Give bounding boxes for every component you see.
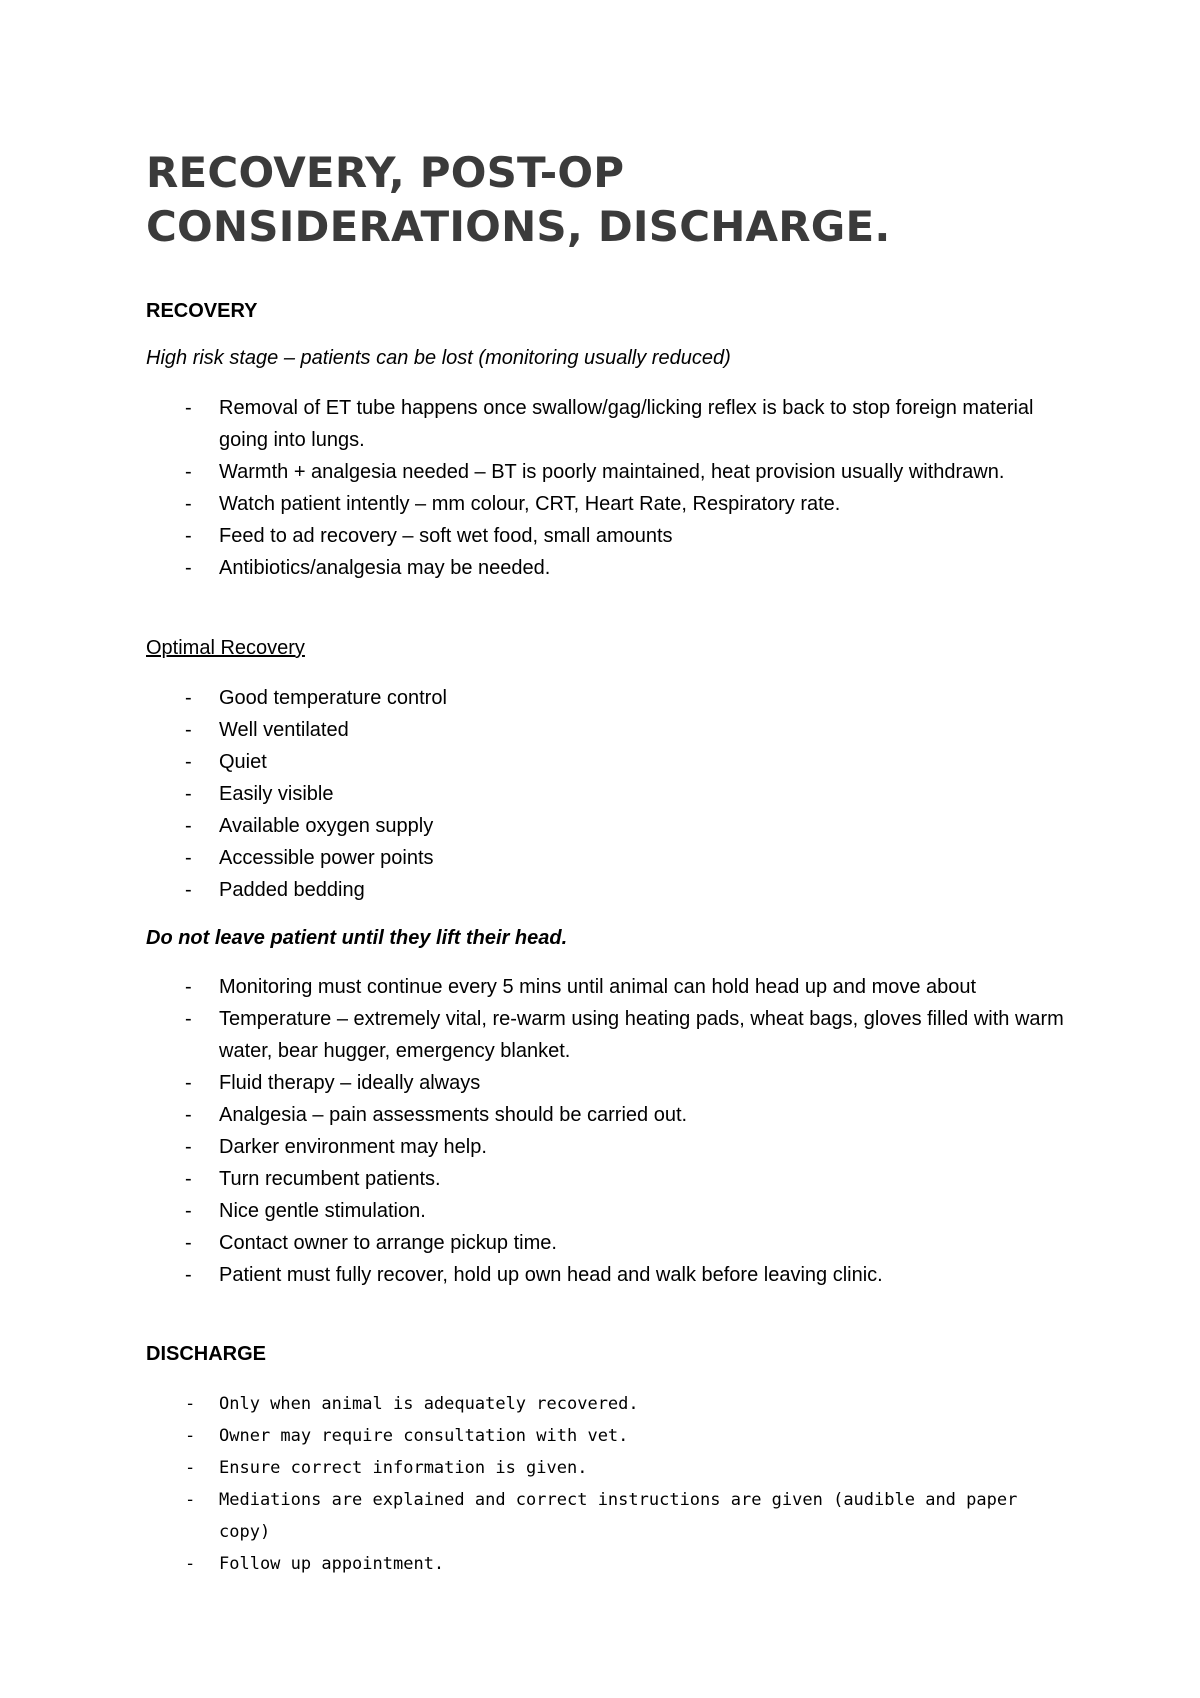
list-item: - Darker environment may help.: [146, 1131, 1076, 1163]
list-item: - Quiet: [146, 746, 1076, 778]
list-item: - Patient must fully recover, hold up own head and walk before leaving clinic.: [146, 1259, 1076, 1291]
discharge-heading: DISCHARGE: [146, 1343, 267, 1365]
list-item: - Ensure correct information is given.: [146, 1452, 1076, 1484]
list-item: - Antibiotics/analgesia may be needed.: [146, 552, 1076, 584]
list-item: - Removal of ET tube happens once swallow/gag/licking reflex is back to stop foreign material going into lungs.: [146, 392, 1076, 456]
list-item: - Owner may require consultation with vet.: [146, 1420, 1076, 1452]
monitoring-note: Do not leave patient until they lift their head.: [146, 927, 568, 949]
title-line-2: CONSIDERATIONS, DISCHARGE.: [146, 202, 891, 251]
list-item: - Monitoring must continue every 5 mins until animal can hold head up and move about: [146, 971, 1076, 1003]
list-item: - Padded bedding: [146, 874, 1076, 906]
recovery-heading: RECOVERY: [146, 300, 258, 322]
list-item: - Follow up appointment.: [146, 1548, 1076, 1580]
document-title: [146, 146, 891, 254]
list-item: - Accessible power points: [146, 842, 1076, 874]
list-item: - Mediations are explained and correct instructions are given (audible and paper copy): [146, 1484, 1076, 1548]
list-item: - Easily visible: [146, 778, 1076, 810]
title-line-1: RECOVERY, POST-OP: [146, 148, 625, 197]
monitoring-list: [146, 971, 1076, 1291]
list-item: - Fluid therapy – ideally always: [146, 1067, 1076, 1099]
list-item: - Turn recumbent patients.: [146, 1163, 1076, 1195]
list-item: - Good temperature control: [146, 682, 1076, 714]
list-item: - Only when animal is adequately recovered.: [146, 1388, 1076, 1420]
list-item: - Analgesia – pain assessments should be carried out.: [146, 1099, 1076, 1131]
list-item: - Contact owner to arrange pickup time.: [146, 1227, 1076, 1259]
list-item: - Watch patient intently – mm colour, CRT, Heart Rate, Respiratory rate.: [146, 488, 1076, 520]
optimal-recovery-list: [146, 682, 1076, 906]
list-item: - Temperature – extremely vital, re-warm using heating pads, wheat bags, gloves filled with warm water, bear hugger, emergency blanket.: [146, 1003, 1076, 1067]
list-item: - Well ventilated: [146, 714, 1076, 746]
discharge-list: [146, 1388, 1076, 1580]
list-item: - Feed to ad recovery – soft wet food, small amounts: [146, 520, 1076, 552]
optimal-recovery-heading: Optimal Recovery: [146, 637, 305, 659]
recovery-note: High risk stage – patients can be lost (monitoring usually reduced): [146, 347, 731, 369]
list-item: - Warmth + analgesia needed – BT is poorly maintained, heat provision usually withdrawn.: [146, 456, 1076, 488]
list-item: - Available oxygen supply: [146, 810, 1076, 842]
list-item: - Nice gentle stimulation.: [146, 1195, 1076, 1227]
recovery-list: [146, 392, 1076, 584]
